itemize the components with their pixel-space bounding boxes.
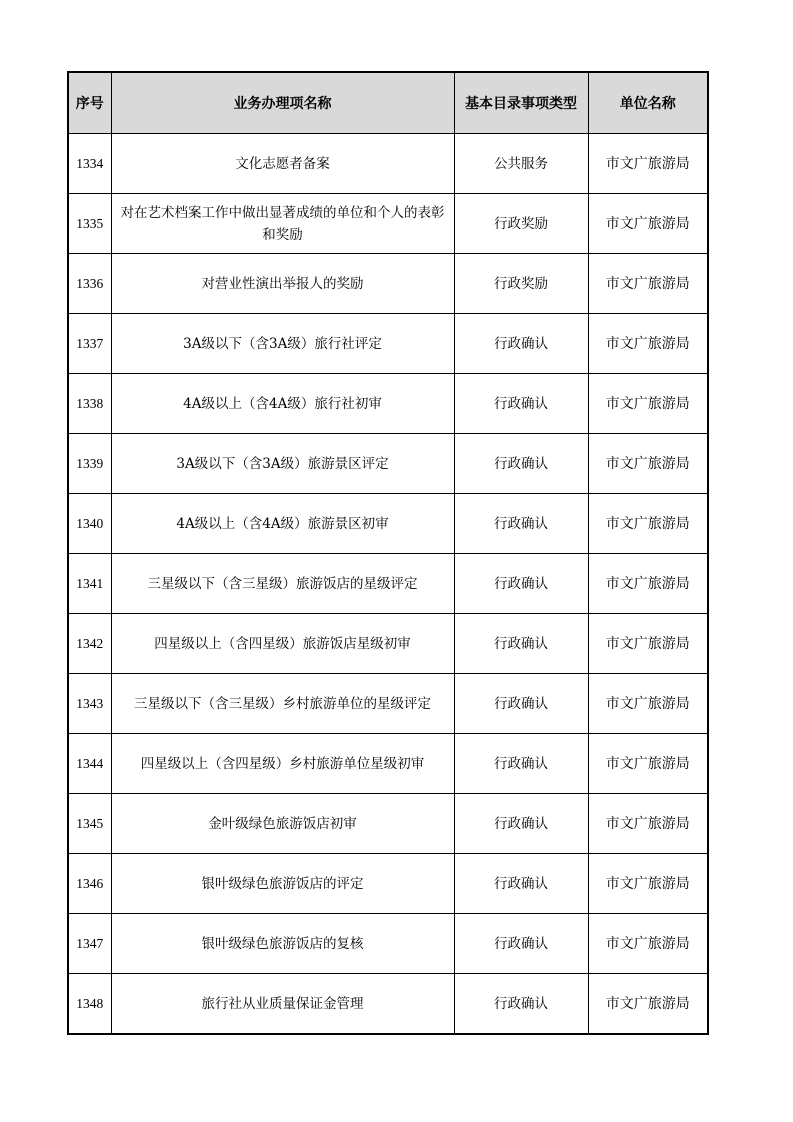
table-row [68,734,708,794]
table-row [68,614,708,674]
cell-item-name: 银叶级绿色旅游饭店的评定 [111,854,454,914]
cell-item-type: 行政确认 [454,554,588,614]
cell-unit-name: 市文广旅游局 [588,194,708,254]
cell-item-name: 文化志愿者备案 [111,134,454,194]
header-item-type: 基本目录事项类型 [454,72,588,134]
table-row [68,134,708,194]
table-row [68,794,708,854]
cell-item-name: 3A级以下（含3A级）旅游景区评定 [111,434,454,494]
cell-item-type: 行政确认 [454,614,588,674]
cell-seq: 1343 [68,674,111,734]
table-row [68,674,708,734]
cell-item-name: 四星级以上（含四星级）旅游饭店星级初审 [111,614,454,674]
cell-item-name: 三星级以下（含三星级）乡村旅游单位的星级评定 [111,674,454,734]
cell-item-name: 旅行社从业质量保证金管理 [111,974,454,1035]
cell-item-type: 行政奖励 [454,254,588,314]
table-row [68,254,708,314]
table-row [68,314,708,374]
cell-item-name: 金叶级绿色旅游饭店初审 [111,794,454,854]
cell-item-name: 4A级以上（含4A级）旅行社初审 [111,374,454,434]
cell-item-type: 行政奖励 [454,194,588,254]
cell-item-type: 行政确认 [454,914,588,974]
cell-seq: 1338 [68,374,111,434]
cell-item-type: 行政确认 [454,674,588,734]
cell-seq: 1346 [68,854,111,914]
cell-item-name: 三星级以下（含三星级）旅游饭店的星级评定 [111,554,454,614]
cell-seq: 1344 [68,734,111,794]
service-items-table [67,71,709,1035]
header-item-name: 业务办理项名称 [111,72,454,134]
cell-seq: 1347 [68,914,111,974]
table-row [68,974,708,1035]
cell-seq: 1348 [68,974,111,1035]
cell-seq: 1345 [68,794,111,854]
table-header [68,72,708,134]
cell-unit-name: 市文广旅游局 [588,314,708,374]
cell-item-type: 行政确认 [454,434,588,494]
cell-unit-name: 市文广旅游局 [588,854,708,914]
cell-item-type: 行政确认 [454,794,588,854]
cell-seq: 1342 [68,614,111,674]
cell-item-type: 行政确认 [454,974,588,1035]
cell-seq: 1335 [68,194,111,254]
table-row [68,194,708,254]
cell-item-name: 对营业性演出举报人的奖励 [111,254,454,314]
cell-seq: 1336 [68,254,111,314]
table-row [68,914,708,974]
header-seq: 序号 [68,72,111,134]
cell-unit-name: 市文广旅游局 [588,494,708,554]
cell-unit-name: 市文广旅游局 [588,374,708,434]
cell-unit-name: 市文广旅游局 [588,614,708,674]
table-row [68,494,708,554]
cell-unit-name: 市文广旅游局 [588,554,708,614]
cell-item-name: 4A级以上（含4A级）旅游景区初审 [111,494,454,554]
cell-seq: 1339 [68,434,111,494]
header-unit-name: 单位名称 [588,72,708,134]
cell-item-type: 行政确认 [454,314,588,374]
cell-unit-name: 市文广旅游局 [588,974,708,1035]
header-row [68,72,708,134]
table-row [68,554,708,614]
cell-unit-name: 市文广旅游局 [588,434,708,494]
cell-item-type: 行政确认 [454,374,588,434]
cell-seq: 1341 [68,554,111,614]
table-row [68,854,708,914]
cell-item-name: 3A级以下（含3A级）旅行社评定 [111,314,454,374]
table-row [68,434,708,494]
table-body [68,134,708,1035]
cell-item-type: 行政确认 [454,494,588,554]
cell-item-name: 对在艺术档案工作中做出显著成绩的单位和个人的表彰和奖励 [111,194,454,254]
cell-item-type: 行政确认 [454,854,588,914]
cell-unit-name: 市文广旅游局 [588,254,708,314]
cell-seq: 1334 [68,134,111,194]
cell-unit-name: 市文广旅游局 [588,674,708,734]
cell-item-name: 银叶级绿色旅游饭店的复核 [111,914,454,974]
table-row [68,374,708,434]
cell-item-type: 公共服务 [454,134,588,194]
cell-item-name: 四星级以上（含四星级）乡村旅游单位星级初审 [111,734,454,794]
cell-unit-name: 市文广旅游局 [588,794,708,854]
cell-item-type: 行政确认 [454,734,588,794]
cell-seq: 1337 [68,314,111,374]
cell-unit-name: 市文广旅游局 [588,734,708,794]
cell-seq: 1340 [68,494,111,554]
cell-unit-name: 市文广旅游局 [588,914,708,974]
cell-unit-name: 市文广旅游局 [588,134,708,194]
